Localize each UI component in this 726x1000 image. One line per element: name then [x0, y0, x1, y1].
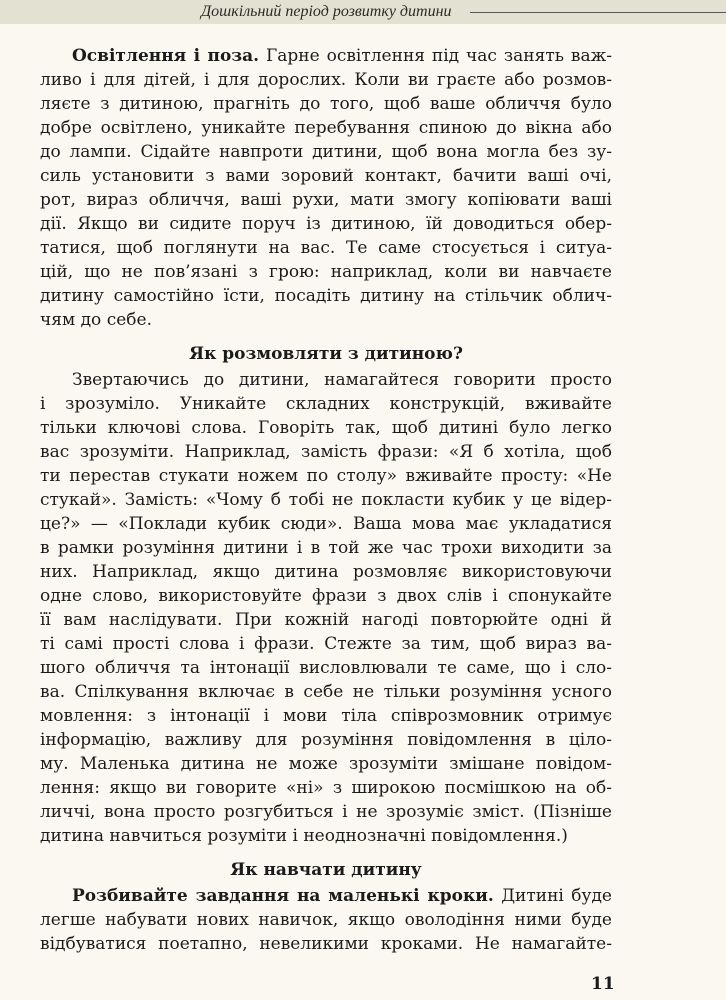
- paragraph-line: личчі, вона просто розгубиться і не зрозуміє зміст. (Пізніше: [40, 802, 612, 822]
- paragraph-line: вас зрозуміти. Наприклад, замість фрази: «Я б хотіла, щоб: [40, 442, 612, 462]
- paragraph-line: дитина навчиться розуміти і неоднозначні повідомлення.): [40, 826, 568, 846]
- paragraph-line: ва. Спілкування включає в себе не тільки розуміння усного: [40, 682, 612, 702]
- paragraph-line: силь установити з вами зоровий контакт, бачити ваші очі,: [40, 166, 612, 186]
- paragraph-line: Розбивайте завдання на маленькі кроки. Дитині буде: [72, 886, 612, 906]
- paragraph-line: цій, що не пов’язані з грою: наприклад, коли ви навчаєте: [40, 262, 612, 282]
- paragraph-line: Освітлення і поза. Гарне освітлення під час занять важ-: [72, 46, 612, 66]
- header-rule: [470, 12, 726, 13]
- paragraph-line: дитину самостійно їсти, посадіть дитину на стільчик облич-: [40, 286, 612, 306]
- paragraph-line: ти перестав стукати ножем по столу» вживайте просту: «Не: [40, 466, 612, 486]
- paragraph-line: татися, щоб поглянути на вас. Те саме стосується і ситуа-: [40, 238, 612, 258]
- paragraph-line: стукай». Замість: «Чому б тобі не покласти кубик у це відер-: [40, 490, 612, 510]
- running-header-title: Дошкільний період розвитку дитини: [201, 3, 452, 20]
- paragraph-lead: Освітлення і поза.: [72, 46, 260, 66]
- paragraph-line: її вам наслідувати. При кожній нагоді повторюйте одні й: [40, 610, 612, 630]
- paragraph-line: чям до себе.: [40, 310, 152, 330]
- section-heading: Як розмовляти з дитиною?: [189, 344, 463, 364]
- paragraph-line: них. Наприклад, якщо дитина розмовляє використовуючи: [40, 562, 612, 582]
- paragraph-line: в рамки розуміння дитини і в той же час трохи виходити за: [40, 538, 612, 558]
- paragraph-line: Звертаючись до дитини, намагайтеся говорити просто: [72, 370, 612, 390]
- page-number: 11: [591, 974, 615, 994]
- paragraph-line: дії. Якщо ви сидите поруч із дитиною, їй доводиться обер-: [40, 214, 612, 234]
- paragraph-line: легше набувати нових навичок, якщо оволодіння ними буде: [40, 910, 612, 930]
- section-heading: Як навчати дитину: [230, 860, 422, 880]
- paragraph-line: інформацію, важливу для розуміння повідомлення в ціло-: [40, 730, 612, 750]
- paragraph-line: відбуватися поетапно, невеликими кроками. Не намагайте-: [40, 934, 612, 954]
- paragraph-line: ляєте з дитиною, прагніть до того, щоб ваше обличчя було: [40, 94, 612, 114]
- paragraph-line: ливо і для дітей, і для дорослих. Коли ви граєте або розмов-: [40, 70, 612, 90]
- paragraph-line: тільки ключові слова. Говоріть так, щоб дитині було легко: [40, 418, 612, 438]
- paragraph-line: до лампи. Сідайте навпроти дитини, щоб вона могла без зу-: [40, 142, 612, 162]
- paragraph-line: це?» — «Поклади кубик сюди». Ваша мова має укладатися: [40, 514, 612, 534]
- paragraph-line: рот, вираз обличчя, ваші рухи, мати змогу копіювати ваші: [40, 190, 612, 210]
- paragraph-line: му. Маленька дитина не може зрозуміти змішане повідом-: [40, 754, 612, 774]
- paragraph-line: добре освітлено, уникайте перебування спиною до вікна або: [40, 118, 612, 138]
- paragraph-line: ті самі прості слова і фрази. Стежте за тим, щоб вираз ва-: [40, 634, 612, 654]
- running-header: [0, 0, 726, 24]
- paragraph-line: шого обличчя та інтонації висловлювали те саме, що і сло-: [40, 658, 612, 678]
- paragraph-line: одне слово, використовуйте фрази з двох слів і спонукайте: [40, 586, 612, 606]
- page-body: [40, 44, 612, 956]
- paragraph-lead: Розбивайте завдання на маленькі кроки.: [72, 886, 494, 906]
- paragraph-line: і зрозуміло. Уникайте складних конструкцій, вживайте: [40, 394, 612, 414]
- paragraph-line: мовлення: з інтонації і мови тіла співрозмовник отримує: [40, 706, 612, 726]
- paragraph-line: лення: якщо ви говорите «ні» з широкою посмішкою на об-: [40, 778, 612, 798]
